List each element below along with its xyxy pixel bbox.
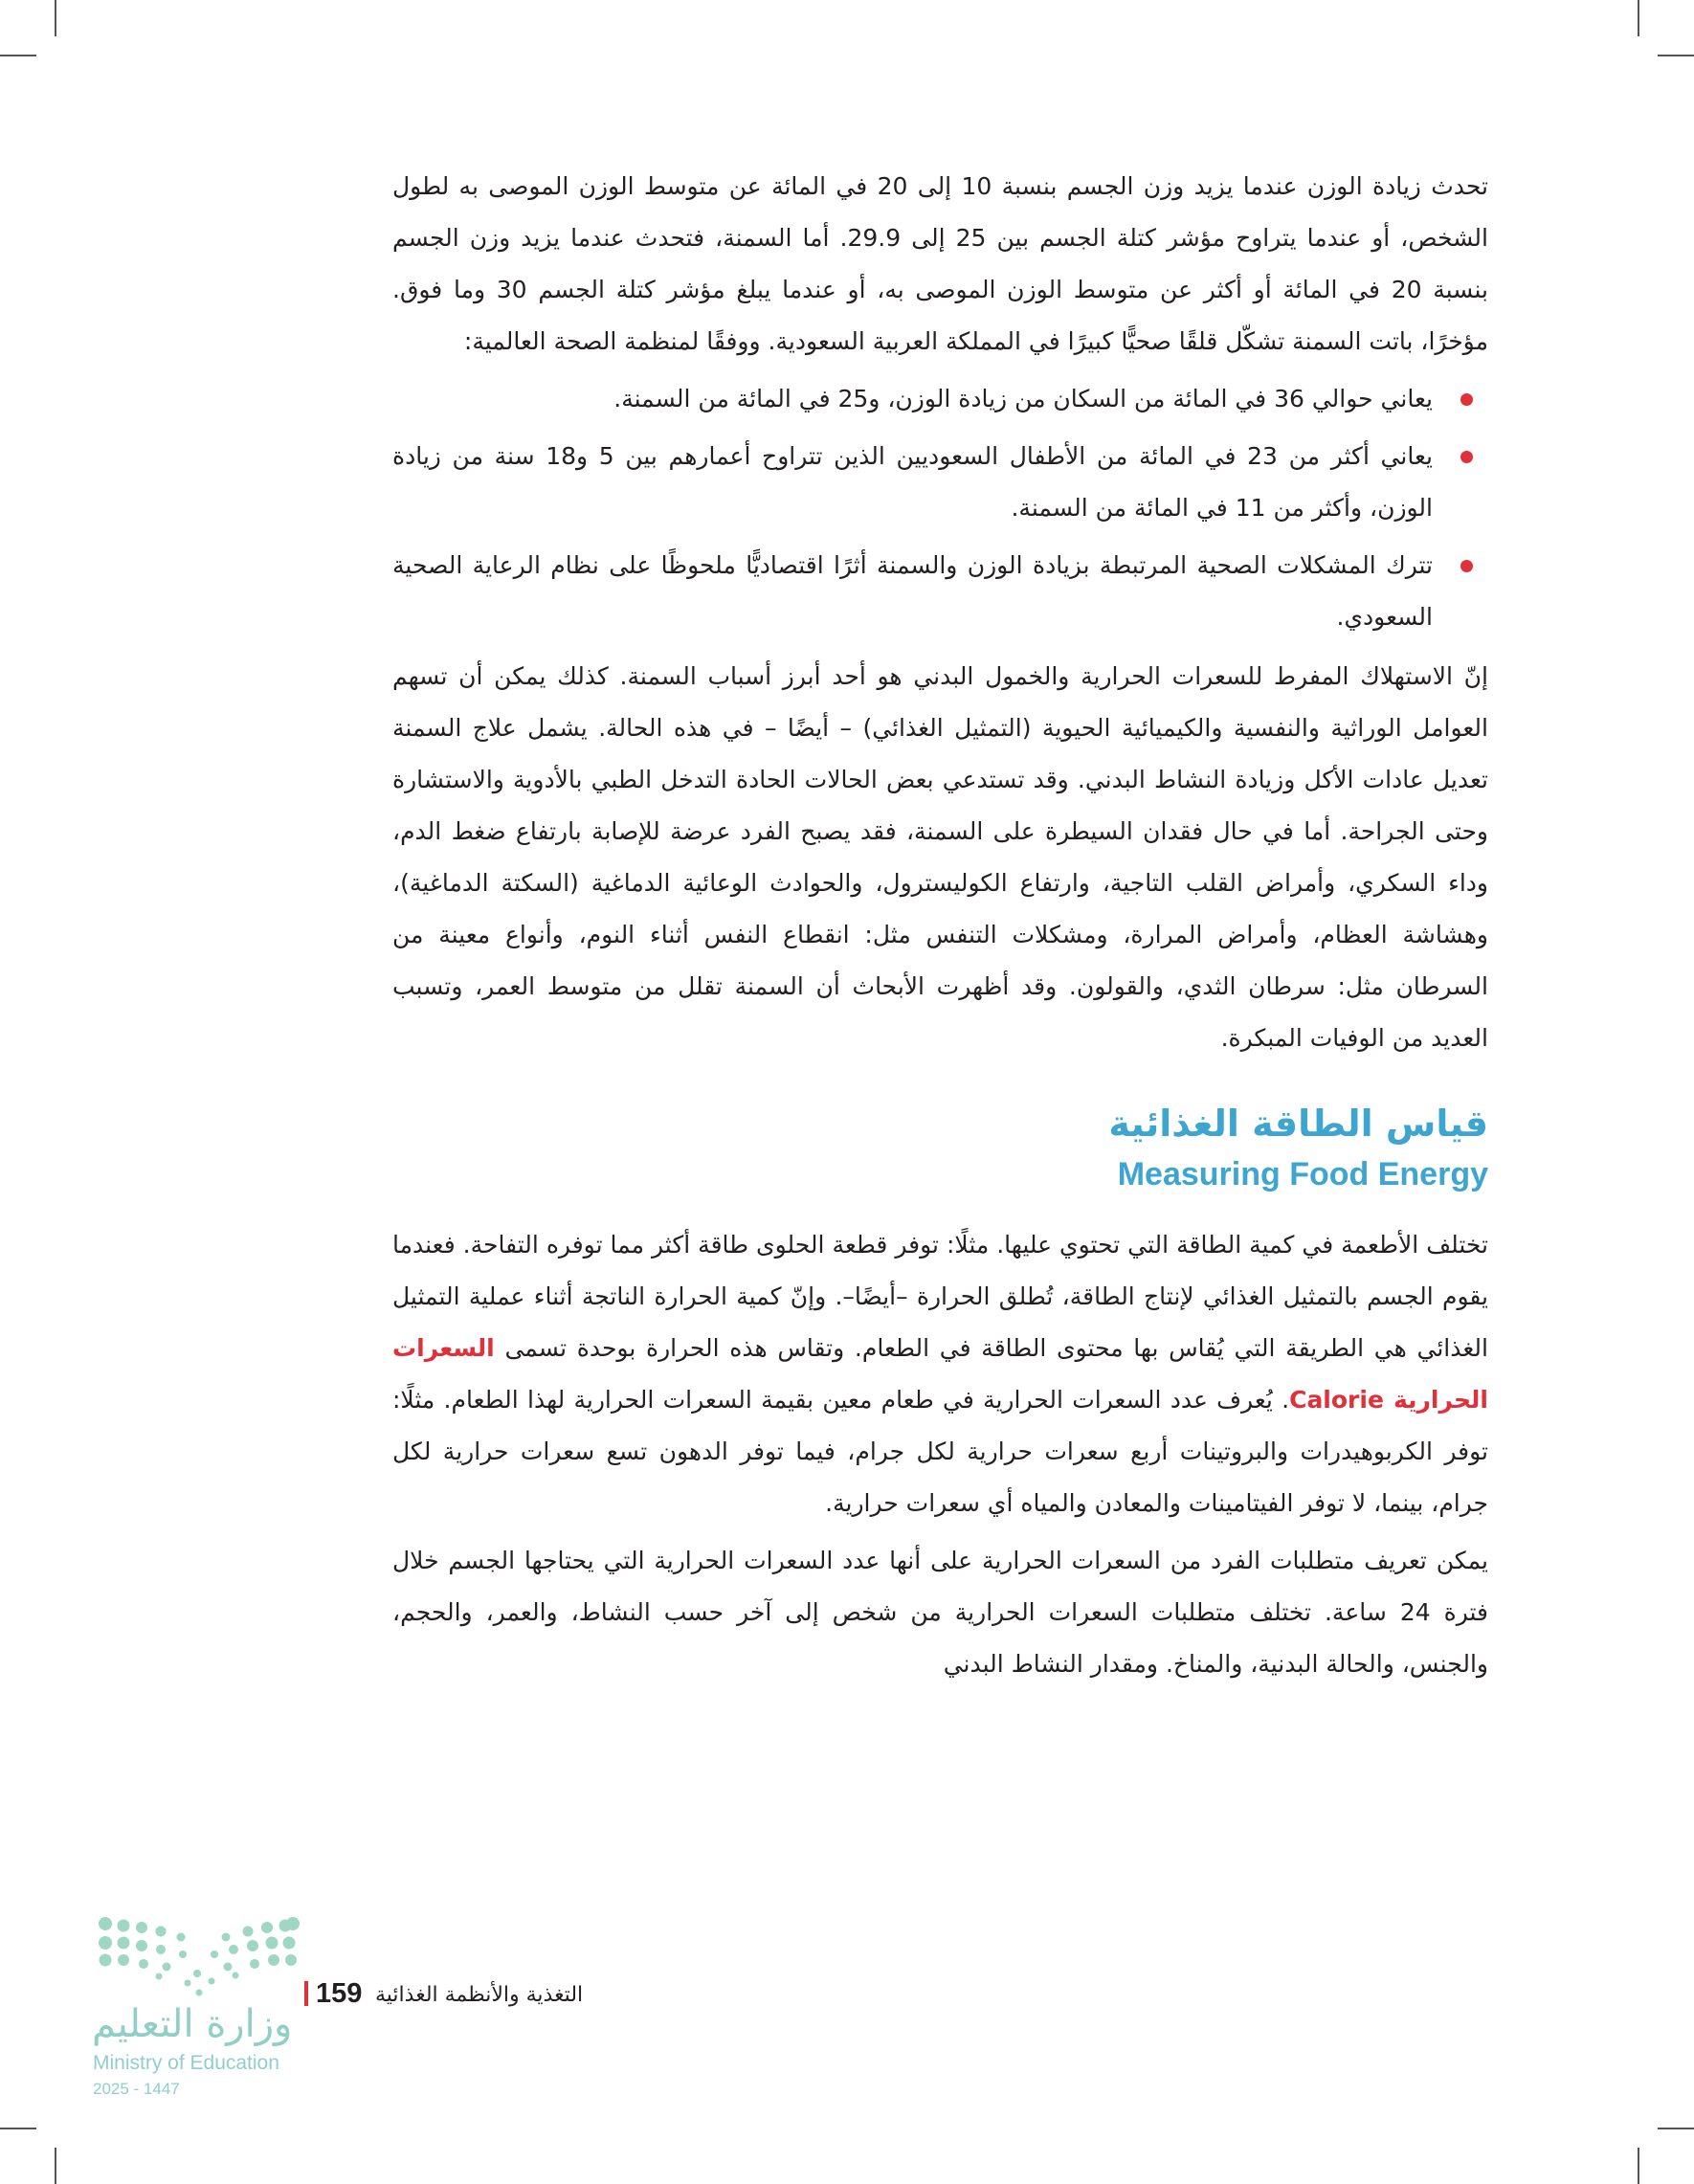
logo-dot [285, 1954, 297, 1966]
text-segment: تختلف الأطعمة في كمية الطاقة التي تحتوي عليها. مثلًا: توفر قطعة الحلوى طاقة أكثر مما توفره التفاحة. فعندما يقوم الجسم بالتمثيل الغذائي لإنتاج الطاقة، تُطلق الحرارة –أيضًا–. وإنّ كمية الحرارة الناتجة أثناء عملية التمثيل الغذائي هي الطريقة التي يُقاس بها محتوى الطاقة في الطعام. وتقاس هذه الحرارة بوحدة تسمى [392, 1231, 1488, 1362]
logo-dot [266, 1937, 279, 1950]
crop-mark [55, 2148, 56, 2184]
logo-dot [209, 1978, 215, 1985]
logo-dot [118, 1954, 129, 1966]
food-energy-paragraph [392, 1219, 1488, 1529]
logo-dot [243, 1927, 254, 1937]
logo-dot [100, 1954, 112, 1967]
text-segment: . يُعرف عدد السعرات الحرارية في طعام معين بقيمة السعرات الحرارية لهذا الطعام. مثلًا: توفر الكربوهيدرات والبروتينات أربع سعرات حرارية لكل جرام، فيما توفر الدهون تسع سعرات حرارية لكل جرام، بينما، لا توفر الفيتامينات والمعادن والمياه أي سعرات حرارية. [392, 1386, 1488, 1517]
logo-dot [179, 1950, 187, 1958]
logo-dot [193, 1970, 201, 1977]
intro-paragraph: تحدث زيادة الوزن عندما يزيد وزن الجسم بنسبة 10 إلى 20 في المائة عن متوسط الوزن الموصى به لطول الشخص، أو عندما يتراوح مؤشر كتلة الجسم بين 25 إلى 29.9. أما السمنة، فتحدث عندما يزيد وزن الجسم بنسبة 20 في المائة أو أكثر عن متوسط الوزن الموصى به، أو عندما يبلغ مؤشر كتلة الجسم 30 وما فوق. مؤخرًا، باتت السمنة تشكّل قلقًا صحيًّا كبيرًا في المملكة العربية السعودية. ووفقًا لمنظمة الصحة العالمية: [392, 172, 1488, 355]
logo-dot [156, 1973, 163, 1980]
crop-mark [1658, 55, 1694, 56]
section-heading [392, 1097, 1488, 1198]
logo-dot [136, 1940, 147, 1951]
statistics-list [392, 373, 1488, 643]
logo-dot [222, 1933, 231, 1942]
body-text [392, 161, 1488, 1696]
logo-dot [196, 1990, 203, 1996]
crop-mark [0, 2128, 36, 2129]
logo-dot [224, 1963, 233, 1972]
logo-dot [139, 1959, 148, 1969]
crop-mark [1638, 0, 1639, 36]
key-term: السعرات الحرارية Calorie [392, 1334, 1488, 1414]
book-title: التغذية والأنظمة الغذائية [375, 1983, 584, 2007]
logo-year: 2025 - 1447 [93, 2080, 180, 2098]
crop-mark [1638, 2148, 1639, 2184]
logo-dot [118, 1937, 130, 1950]
ministry-logo-dots-icon [92, 1916, 302, 2000]
logo-dot [286, 1917, 300, 1930]
crop-mark [55, 0, 56, 36]
logo-dot [268, 1954, 279, 1966]
logo-english-text: Ministry of Education [93, 2052, 279, 2074]
logo-dot [211, 1950, 218, 1958]
logo-dot [118, 1920, 130, 1932]
section-title-arabic: قياس الطاقة الغذائية [1108, 1103, 1488, 1145]
calorie-requirements-paragraph: يمكن تعريف متطلبات الفرد من السعرات الحرارية على أنها عدد السعرات الحرارية التي يحتاجها الجسم خلال فترة 24 ساعة. تختلف متطلبات السعرات الحرارية من شخص إلى آخر حسب النشاط، والعمر، والحجم، والجنس، والحالة البدنية، والمناخ. ومقدار النشاط البدني [392, 1547, 1488, 1678]
logo-dot [156, 1945, 166, 1954]
logo-dot [229, 1945, 238, 1954]
logo-dot [185, 1980, 191, 1987]
logo-dot [283, 1937, 296, 1950]
list-item: تترك المشكلات الصحية المرتبطة بزيادة الوزن والسمنة أثرًا اقتصاديًّا ملحوظًا على نظام الرعاية الصحية السعودي. [392, 540, 1433, 643]
logo-dot [99, 1936, 112, 1950]
list-item: يعاني حوالي 36 في المائة من السكان من زيادة الوزن، و25 في المائة من السمنة. [392, 373, 1433, 425]
logo-arabic-text: وزارة التعليم [92, 2002, 293, 2046]
page-number: 159 [316, 1978, 363, 2009]
logo-dot [163, 1963, 171, 1972]
logo-dot [250, 1959, 259, 1969]
logo-dot [247, 1940, 258, 1951]
page-marker [304, 1981, 308, 2006]
logo-dot [233, 1972, 239, 1979]
crop-mark [0, 55, 36, 56]
logo-dot [156, 1927, 167, 1937]
causes-paragraph: إنّ الاستهلاك المفرط للسعرات الحرارية والخمول البدني هو أحد أبرز أسباب السمنة. كذلك يمكن أن تسهم العوامل الوراثية والنفسية والكيميائية الحيوية (التمثيل الغذائي) – أيضًا – في هذه الحالة. يشمل علاج السمنة تعديل عادات الأكل وزيادة النشاط البدني. وقد تستدعي بعض الحالات الحادة التدخل الطبي بالأدوية والاستشارة وحتى الجراحة. أما في حال فقدان السيطرة على السمنة، فقد يصبح الفرد عرضة للإصابة بارتفاع ضغط الدم، وداء السكري، وأمراض القلب التاجية، وارتفاع الكوليسترول، والحوادث الوعائية الدماغية (السكتة الدماغية)، وهشاشة العظام، وأمراض المرارة، ومشكلات التنفس مثل: انقطاع النفس أثناء النوم، وأنواع معينة من السرطان مثل: سرطان الثدي، والقولون. وقد أظهرت الأبحاث أن السمنة تقلل من متوسط العمر، وتسبب العديد من الوفيات المبكرة. [392, 662, 1488, 1052]
logo-dot [177, 1933, 186, 1942]
section-title-english: Measuring Food Energy [1117, 1156, 1488, 1192]
logo-dot [136, 1922, 147, 1933]
logo-dot [261, 1922, 273, 1933]
logo-dot [99, 1917, 112, 1930]
list-item: يعاني أكثر من 23 في المائة من الأطفال السعوديين الذين تتراوح أعمارهم بين 5 و18 سنة من زيادة الوزن، وأكثر من 11 في المائة من السمنة. [392, 431, 1433, 534]
crop-mark [1658, 2128, 1694, 2129]
